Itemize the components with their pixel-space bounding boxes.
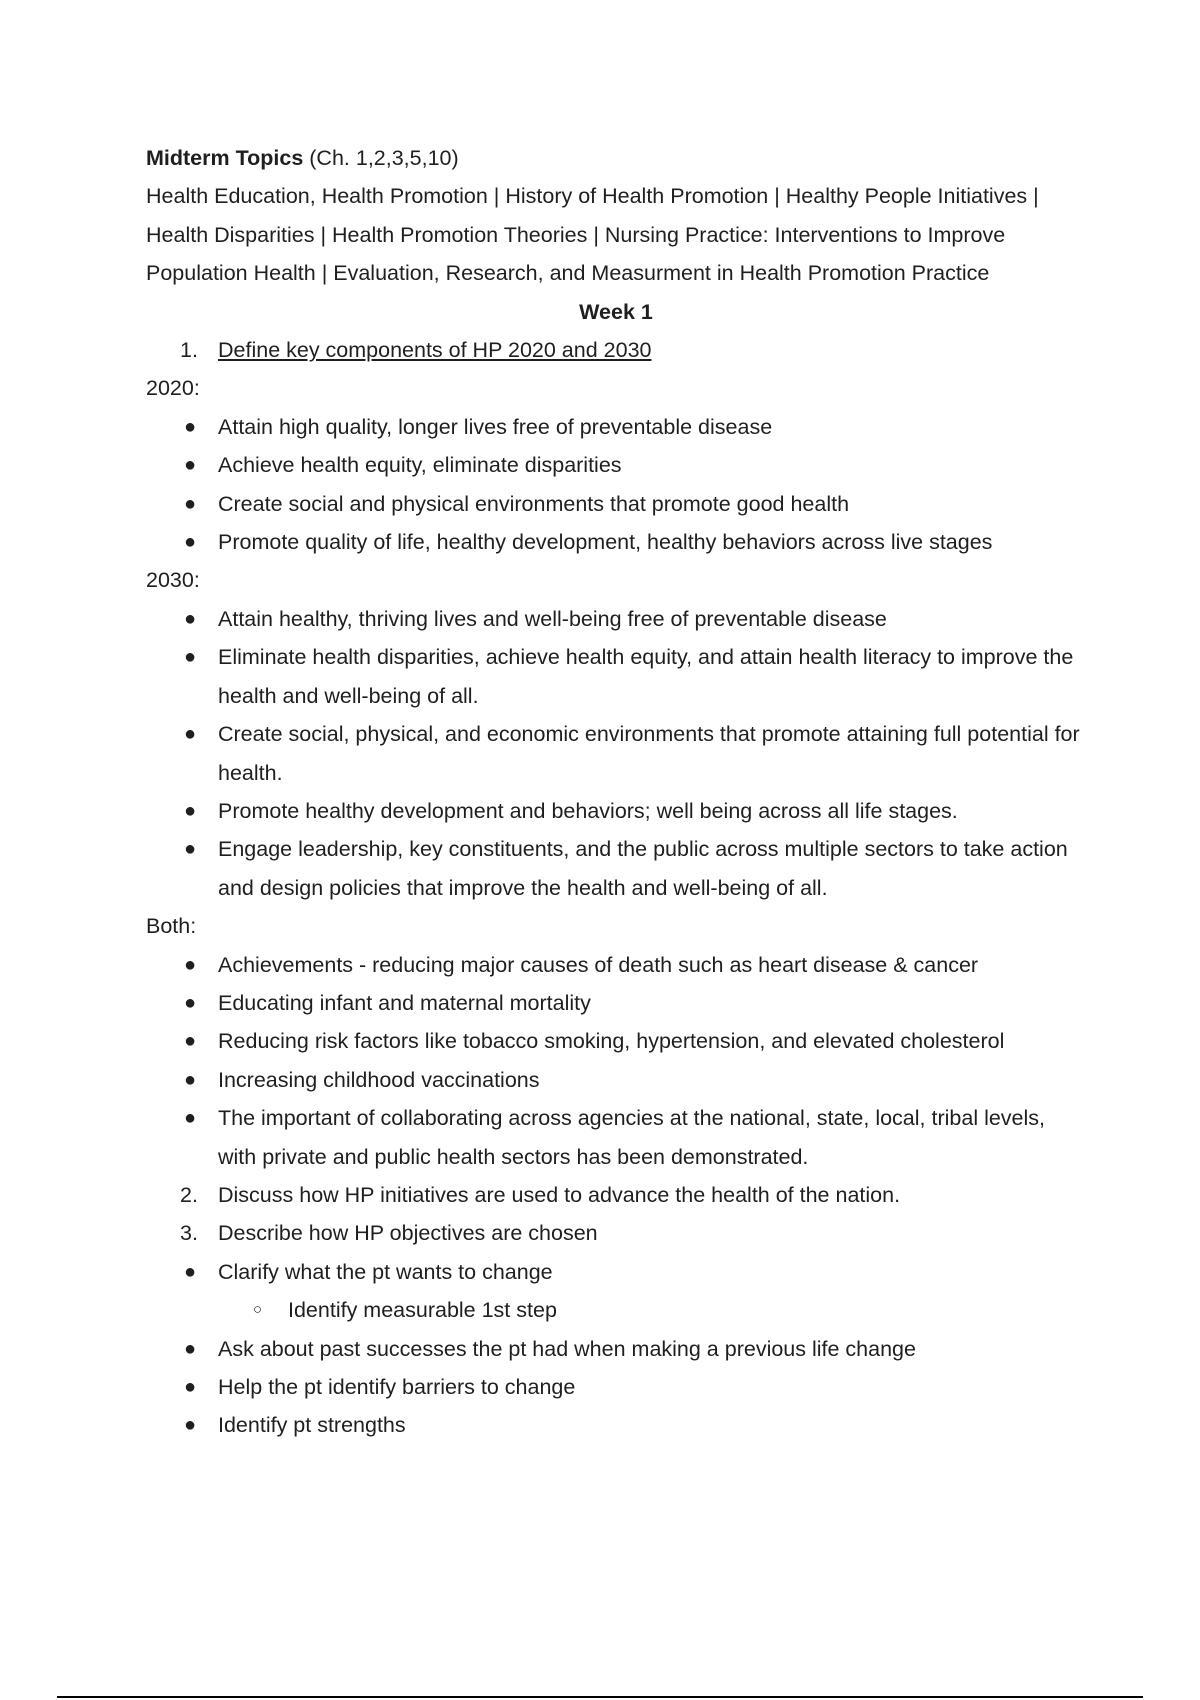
list-item [146,1330,1086,1368]
list-item [146,1253,1086,1291]
document-title [146,139,1086,177]
list-item [146,446,1086,484]
bullet-icon: ● [184,646,197,669]
sub-list-item [146,1291,1086,1329]
bullet-icon: ● [184,953,197,976]
list-item [146,523,1086,561]
bullet-icon: ● [184,492,197,515]
list-item [146,830,1086,907]
list-item-text: Ask about past successes the pt had when making a previous life change [218,1336,916,1361]
question-text: Define key components of HP 2020 and 2030 [218,338,652,363]
label-both: Both: [146,914,197,939]
list-item-text: Create social and physical environments that promote good health [218,491,850,516]
question-text: Describe how HP objectives are chosen [218,1221,598,1246]
list-item [146,792,1086,830]
list-item-text: Achieve health equity, eliminate disparities [218,453,622,478]
list-item [146,1406,1086,1444]
question-1 [146,331,1086,369]
bullet-icon: ● [184,1030,197,1053]
page-bottom-divider [57,1696,1143,1698]
bullet-icon: ● [184,838,197,861]
list-item [146,715,1086,792]
label-2020: 2020: [146,376,200,401]
list-item-text: Reducing risk factors like tobacco smoking, hypertension, and elevated cholesterol [218,1029,1005,1054]
list-item-text: Help the pt identify barriers to change [218,1375,576,1399]
list-item [146,984,1086,1022]
list-item-text: Clarify what the pt wants to change [218,1259,553,1284]
list-item [146,1368,1086,1406]
bullet-icon: ● [184,799,197,822]
title-bold: Midterm Topics [146,146,304,170]
list-item [146,1061,1086,1099]
list-item-text: Attain high quality, longer lives free of preventable disease [218,414,773,439]
list-item [146,485,1086,523]
list-item-text: Engage leadership, key constituents, and the public across multiple sectors to take action and design policies that improve the health and well-being of all. [218,837,1068,900]
question-3 [146,1214,1086,1252]
bullet-icon: ● [184,1260,197,1283]
hollow-bullet-icon: ○ [253,1301,263,1319]
bullet-icon: ● [184,1376,197,1398]
list-number: 3. [180,1221,198,1246]
list-item-text: Eliminate health disparities, achieve health equity, and attain health literacy to improve the health and well-being of all. [218,645,1074,708]
label-2030: 2030: [146,568,200,593]
bullet-icon: ● [184,415,197,438]
list-number: 2. [180,1182,198,1207]
question-2 [146,1176,1086,1214]
list-item [146,408,1086,446]
list-item [146,638,1086,715]
bullet-icon: ● [184,607,197,630]
bullet-icon: ● [184,1107,197,1130]
list-item-text: Increasing childhood vaccinations [218,1067,540,1092]
bullet-icon: ● [184,454,197,477]
bullet-icon: ● [184,1414,197,1437]
document-body [146,139,1086,1445]
topics-line-1: Health Education, Health Promotion | History of Health Promotion | Healthy People Initiatives | [146,184,1039,209]
list-item [146,1099,1086,1176]
bullet-icon: ● [184,1337,197,1360]
bullet-icon: ● [184,1068,197,1091]
list-item-text: Educating infant and maternal mortality [218,990,591,1015]
list-item-text: Promote quality of life, healthy development, healthy behaviors across live stages [218,530,993,555]
title-chapters: (Ch. 1,2,3,5,10) [303,146,459,170]
list-number: 1. [180,338,198,363]
list-item-text: Identify pt strengths [218,1413,406,1438]
list-item-text: Achievements - reducing major causes of death such as heart disease & cancer [218,952,979,977]
sub-list-item-text: Identify measurable 1st step [288,1298,557,1323]
list-item [146,1022,1086,1060]
bullet-icon: ● [184,991,197,1014]
question-text: Discuss how HP initiatives are used to advance the health of the nation. [218,1182,901,1207]
list-item [146,600,1086,638]
topics-line-2: Health Disparities | Health Promotion Theories | Nursing Practice: Interventions to Improve [146,222,1006,247]
week-heading: Week 1 [579,299,653,324]
list-item [146,946,1086,984]
list-item-text: Create social, physical, and economic environments that promote attaining full potential for health. [218,722,1080,785]
bullet-icon: ● [184,531,197,554]
topics-line-3: Population Health | Evaluation, Research, and Measurment in Health Promotion Practice [146,261,990,286]
bullet-icon: ● [184,723,197,746]
list-item-text: Promote healthy development and behaviors; well being across all life stages. [218,798,958,823]
list-item-text: Attain healthy, thriving lives and well-being free of preventable disease [218,606,887,631]
list-item-text: The important of collaborating across agencies at the national, state, local, tribal levels, with private and public health sectors has been demonstrated. [218,1106,1046,1169]
